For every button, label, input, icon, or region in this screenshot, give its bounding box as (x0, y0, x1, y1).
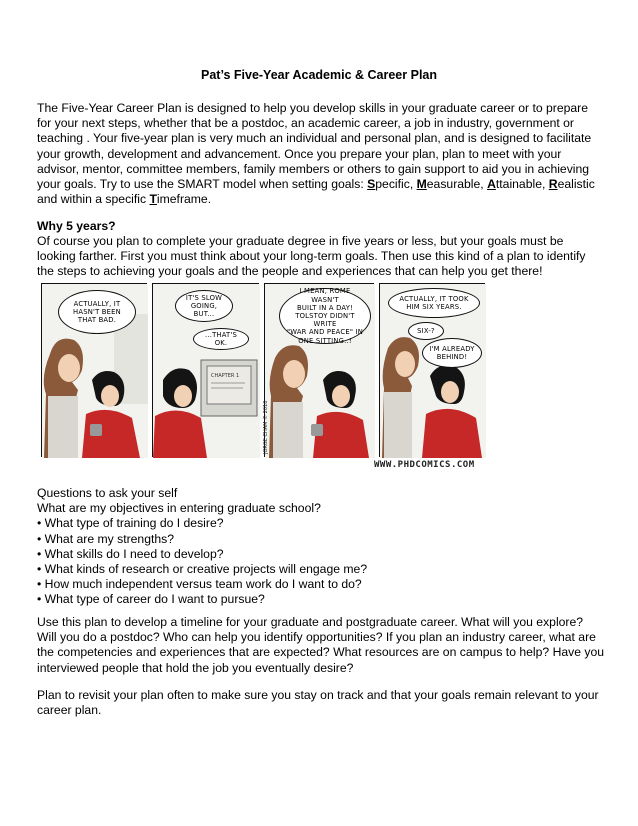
comic-panel-3 (264, 283, 374, 457)
page-title: Pat’s Five-Year Academic & Career Plan (201, 68, 437, 82)
speech-bubble-6: SIX-? (408, 322, 444, 340)
question-item: • What are my strengths? (37, 531, 175, 546)
questions-block (37, 486, 367, 608)
timeline-paragraph: Use this plan to develop a timeline for your graduate and postgraduate career. What will you explore? Will you do a postdoc? Who can help you identify opportunities? If you plan an industry career, what are the competencies and experiences that are expected? What resources are on campus to help? Have you interviewed people that hold the job you eventually desire? (37, 615, 605, 675)
smart-r: Realistic and within a specific (37, 177, 595, 207)
comic-panel-2 (152, 283, 259, 457)
smart-t: Timeframe. (149, 192, 212, 207)
comic-panel-4 (379, 283, 485, 457)
questions-heading: Questions to ask your self (37, 486, 178, 500)
comic-signature: JORGE CHAM © 2010 (263, 400, 269, 454)
why-heading: Why 5 years? (37, 219, 116, 233)
speech-bubble-1: ACTUALLY, IT HASN'T BEEN THAT BAD. (58, 290, 136, 334)
question-item: • What type of training do I desire? (37, 516, 224, 531)
why-paragraph: Of course you plan to complete your graduate degree in five years or less, but your goals must be looking farther. First you must think about your long-term goals. Then use this kind of a plan to identify the steps to achieving your goals and the people and experiences that can help you get there! (37, 234, 586, 279)
intro-paragraph (37, 101, 605, 207)
comic-panel-1 (41, 283, 147, 457)
phd-comic-strip (41, 283, 485, 471)
speech-bubble-3: ...THAT'S OK. (193, 328, 249, 350)
intro-text: The Five-Year Career Plan is designed to help you develop skills in your graduate career or to prepare for your next steps, whether that be a postdoc, an academic career, a job in industry, government or teaching . Your five-year plan is very much an individual and personal plan, and is designed to facilitate your growth, development and advancement. Once you prepare your plan, plan to meet with your advisor, mentor, committee members, family members or others to gain support to aid you in achieving your goals. Try to use the SMART model when setting goals: (37, 101, 592, 192)
revisit-paragraph: Plan to revisit your plan often to make sure you stay on track and that your goals remain relevant to your career plan. (37, 688, 599, 718)
speech-bubble-4: I MEAN, ROME WASN'T BUILT IN A DAY! TOLSTOY DIDN'T WRITE "WAR AND PEACE" IN ONE SITTING..! (279, 288, 371, 344)
smart-a: Attainable, (487, 177, 549, 192)
question-item: • What type of career do I want to pursue? (37, 592, 265, 607)
speech-bubble-5: ACTUALLY, IT TOOK HIM SIX YEARS. (388, 288, 480, 318)
svg-text:CHAPTER 1: CHAPTER 1 (211, 373, 240, 379)
question-item: • How much independent versus team work do I want to do? (37, 577, 362, 592)
speech-bubble-7: I'M ALREADY BEHIND! (422, 338, 482, 368)
speech-bubble-2: IT'S SLOW GOING, BUT... (175, 290, 233, 322)
question-item: • What kinds of research or creative projects will engage me? (37, 562, 368, 577)
comic-credit: WWW.PHDCOMICS.COM (374, 460, 475, 470)
smart-m: Measurable, (416, 177, 488, 192)
smart-s: Specific, (367, 177, 414, 192)
question-item: • What skills do I need to develop? (37, 546, 224, 561)
questions-lead: What are my objectives in entering graduate school? (37, 501, 321, 516)
